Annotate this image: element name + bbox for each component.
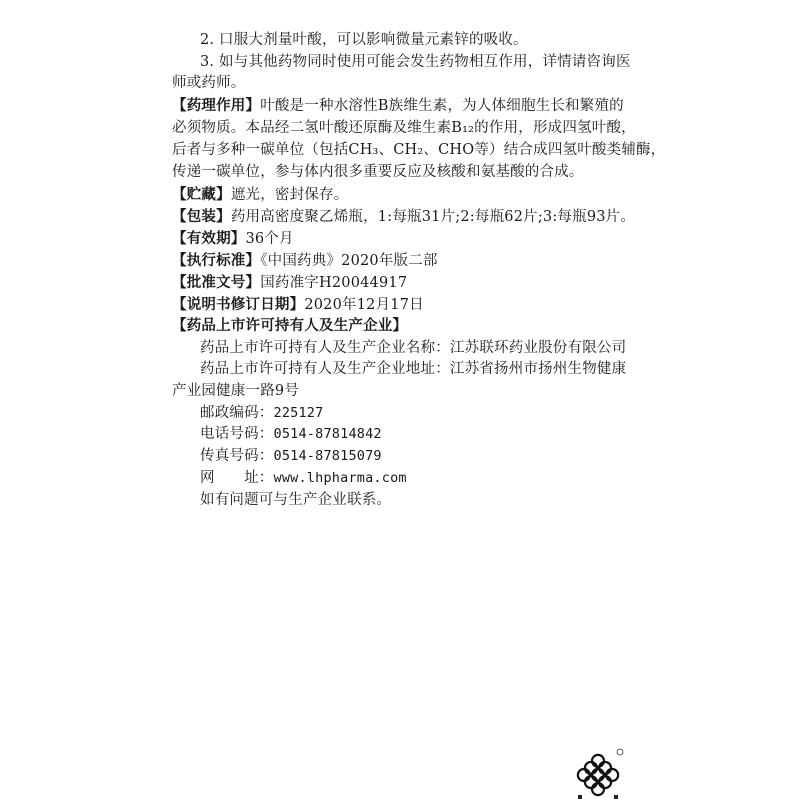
standard-section <box>172 252 438 270</box>
postal-label: 邮政编码： <box>200 405 274 421</box>
holder-address-cont: 产业园健康一路9号 <box>172 383 300 399</box>
precaution-item-3: 3. 如与其他药物同时使用可能会发生药物相互作用，详情请咨询医 <box>200 54 631 70</box>
approval-value: 国药准字H20044917 <box>260 275 408 291</box>
holder-name: 药品上市许可持有人及生产企业名称：江苏联环药业股份有限公司 <box>200 340 627 356</box>
precaution-item-2: 2. 口服大剂量叶酸，可以影响微量元素锌的吸收。 <box>200 32 528 48</box>
standard-value: 《中国药典》2020年版二部 <box>260 253 438 269</box>
pharmacology-heading: 【药理作用】 <box>172 98 261 114</box>
revision-section <box>172 296 424 314</box>
phone-label: 电话号码： <box>200 426 274 442</box>
packaging-value: 药用高密度聚乙烯瓶，1:每瓶31片;2:每瓶62片;3:每瓶93片。 <box>230 209 636 225</box>
standard-heading: 【执行标准】 <box>172 253 261 269</box>
storage-value: 遮光，密封保存。 <box>230 187 349 203</box>
approval-heading: 【批准文号】 <box>172 275 261 291</box>
pharmacology-line-3: 后者与多种一碳单位（包括CH₃、CH₂、CHO等）结合成四氢叶酸类辅酶， <box>172 142 666 158</box>
contact-note: 如有问题可与生产企业联系。 <box>200 492 392 508</box>
phone-number <box>200 425 382 443</box>
website-label: 网 址： <box>200 470 274 486</box>
fax-number <box>200 447 382 465</box>
precaution-item-3-cont: 师或药师。 <box>172 75 246 91</box>
website <box>200 469 407 487</box>
holder-heading: 【药品上市许可持有人及生产企业】 <box>172 318 408 334</box>
postal-value: 225127 <box>273 405 324 421</box>
fax-value: 0514-87815079 <box>273 448 382 464</box>
phone-value: 0514-87814842 <box>273 426 382 442</box>
pharmacology-text: 叶酸是一种水溶性B族维生素，为人体细胞生长和繁殖的 <box>260 98 624 114</box>
website-value: www.lhpharma.com <box>273 470 407 486</box>
pharmacology-line-1 <box>172 97 624 115</box>
holder-address: 药品上市许可持有人及生产企业地址：江苏省扬州市扬州生物健康 <box>200 361 627 377</box>
pharmacology-line-2: 必须物质。本品经二氢叶酸还原酶及维生素B₁₂的作用，形成四氢叶酸， <box>172 120 636 136</box>
storage-section <box>172 186 348 204</box>
approval-section <box>172 274 407 292</box>
packaging-section <box>172 208 635 226</box>
validity-heading: 【有效期】 <box>172 231 246 247</box>
postal-code <box>200 404 323 422</box>
storage-heading: 【贮藏】 <box>172 187 231 203</box>
validity-value: 36个月 <box>245 231 294 247</box>
fax-label: 传真号码： <box>200 448 274 464</box>
validity-section <box>172 230 294 248</box>
revision-value: 2020年12月17日 <box>304 297 424 313</box>
packaging-heading: 【包装】 <box>172 209 231 225</box>
revision-heading: 【说明书修订日期】 <box>172 297 305 313</box>
company-logo <box>572 745 628 801</box>
pharmacology-line-4: 传递一碳单位，参与体内很多重要反应及核酸和氨基酸的合成。 <box>172 164 584 180</box>
